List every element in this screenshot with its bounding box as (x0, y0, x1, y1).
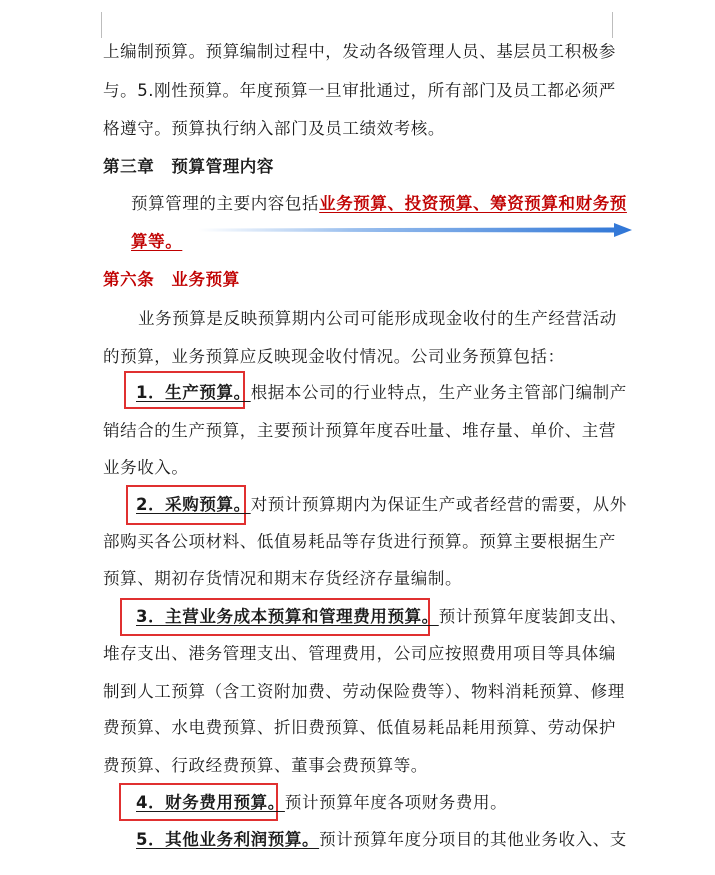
text-line: 费预算、行政经费预算、董事会费预算等。 (103, 756, 428, 775)
item-title: 3．主营业务成本预算和管理费用预算。 (136, 607, 439, 626)
item-line (136, 383, 627, 403)
item-title: 1．生产预算。 (136, 383, 251, 402)
item-line (136, 830, 627, 850)
content-highlight: 业务预算、投资预算、筹资预算和财务预 (319, 194, 627, 213)
item-text: 预计预算年度装卸支出、 (438, 607, 627, 626)
article-heading: 第六条 业务预算 (103, 270, 240, 289)
item-title: 2．采购预算。 (136, 495, 251, 514)
text-line: 部购买各公项材料、低值易耗品等存货进行预算。预算主要根据生产 (103, 532, 616, 551)
blue-arrow-icon (198, 222, 632, 238)
text-line: 上编制预算。预算编制过程中，发动各级管理人员、基层员工积极参 (103, 42, 616, 61)
item-line (136, 495, 627, 515)
chapter-heading: 第三章 预算管理内容 (103, 157, 274, 176)
item-title: 5．其他业务利润预算。 (136, 830, 320, 849)
item-text: 根据本公司的行业特点，生产业务主管部门编制产 (250, 383, 627, 402)
item-text: 预计预算年度分项目的其他业务收入、支 (319, 830, 627, 849)
text-line: 业务收入。 (103, 458, 189, 477)
item-line (136, 793, 507, 813)
page-corner-mark-right (612, 12, 613, 38)
item-title: 4．财务费用预算。 (136, 793, 285, 812)
text-line: 与。5.刚性预算。年度预算一旦审批通过，所有部门及员工都必须严 (103, 81, 616, 100)
page-corner-mark-left (101, 12, 102, 38)
text-line: 业务预算是反映预算期内公司可能形成现金收付的生产经营活动 (138, 309, 617, 328)
text-line: 预算、期初存货情况和期末存货经济存量编制。 (103, 569, 463, 588)
text-line: 的预算，业务预算应反映现金收付情况。公司业务预算包括： (103, 347, 565, 366)
item-text: 对预计预算期内为保证生产或者经营的需要，从外 (250, 495, 627, 514)
text-line: 销结合的生产预算，主要预计预算年度吞吐量、堆存量、单价、主营 (103, 421, 616, 440)
text-line: 制到人工预算（含工资附加费、劳动保险费等）、物料消耗预算、修理 (103, 682, 625, 701)
content-prefix: 预算管理的主要内容包括 (131, 194, 320, 213)
text-line: 格遵守。预算执行纳入部门及员工绩效考核。 (103, 119, 445, 138)
item-line (136, 607, 627, 627)
text-line: 堆存支出、港务管理支出、管理费用，公司应按照费用项目等具体编 (103, 644, 616, 663)
item-text: 预计预算年度各项财务费用。 (284, 793, 508, 812)
text-line: 费预算、水电费预算、折旧费预算、低值易耗品耗用预算、劳动保护 (103, 718, 616, 737)
content-paragraph-line (131, 194, 627, 214)
content-highlight-cont: 算等。 (131, 232, 183, 251)
